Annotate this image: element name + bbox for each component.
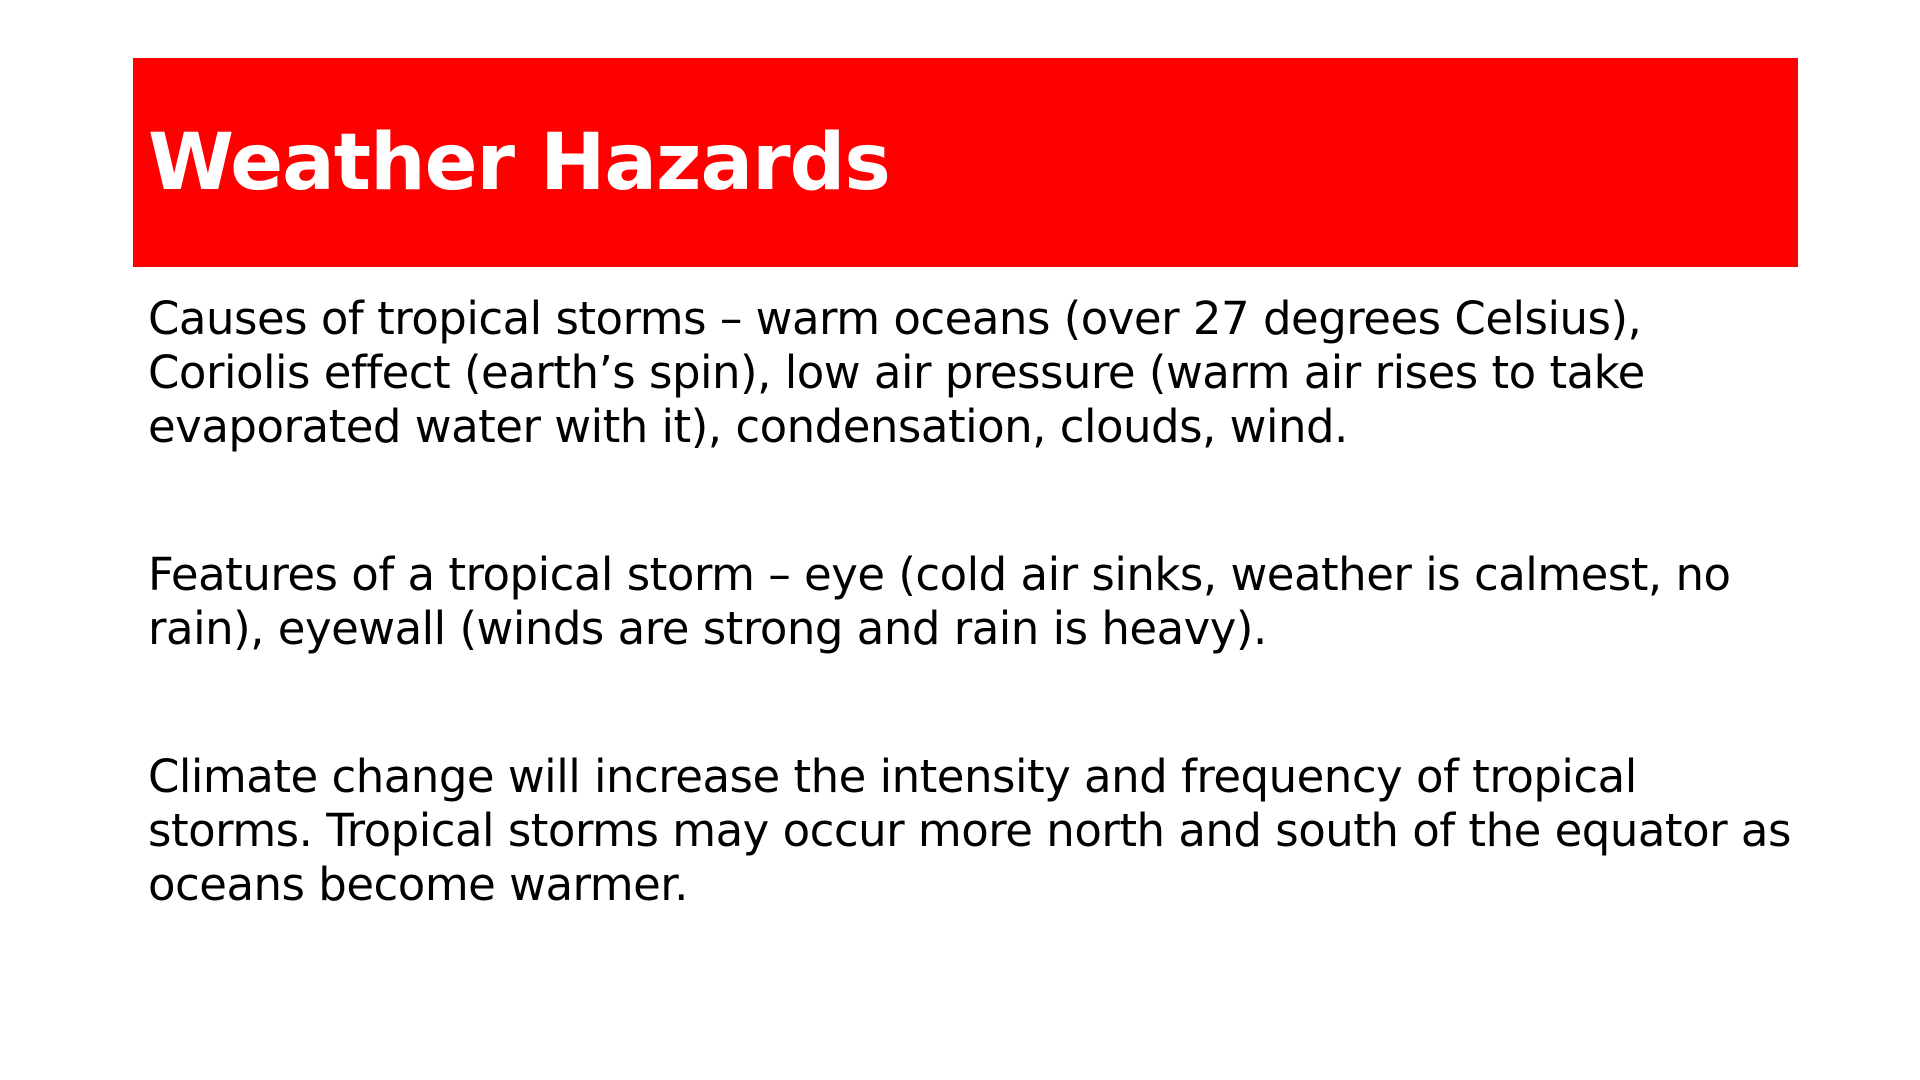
paragraph-causes: Causes of tropical storms – warm oceans (over 27 degrees Celsius), Coriolis effect (earth’s spin), low air pressure (warm air rises to take evaporated water with it), condensation, clouds, wind. [148, 292, 1645, 453]
paragraph-features: Features of a tropical storm – eye (cold air sinks, weather is calmest, no rain), eyewall (winds are strong and rain is heavy). [148, 548, 1731, 655]
paragraph-climate-change: Climate change will increase the intensity and frequency of tropical storms. Tropical storms may occur more north and south of the equator as oceans become warmer. [148, 750, 1791, 911]
title-bar [133, 58, 1798, 267]
slide-title: Weather Hazards [148, 117, 890, 208]
